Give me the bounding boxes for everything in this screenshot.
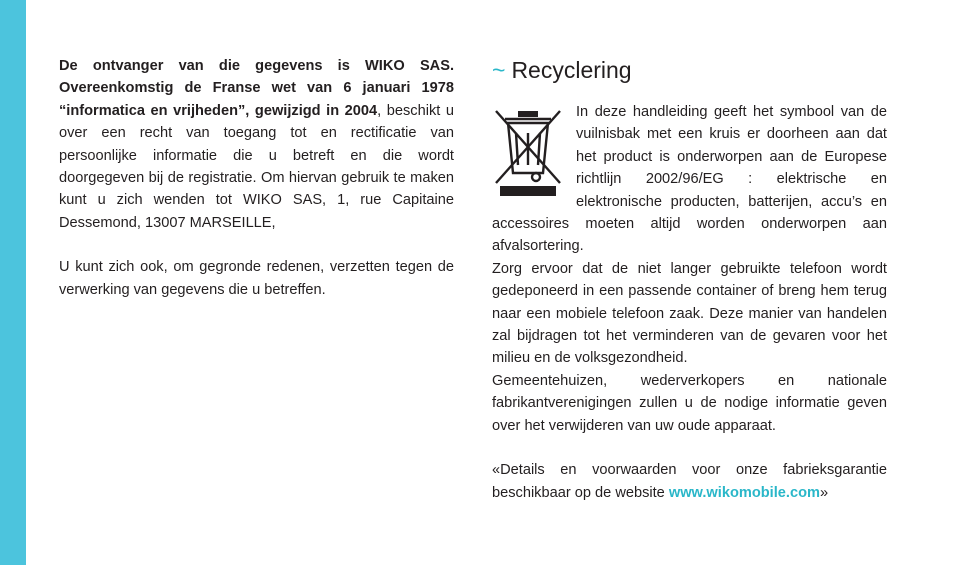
privacy-column [59, 55, 454, 301]
heading-text: Recyclering [511, 57, 632, 83]
warranty-end: » [819, 484, 829, 501]
recycling-column [492, 55, 887, 504]
heading-tilde: ~ [492, 57, 506, 83]
website-link[interactable]: www.wikomobile.com [668, 484, 820, 501]
warranty-paragraph [492, 459, 887, 504]
recycling-paragraph-disposal: Zorg ervoor dat de niet langer gebruikte telefoon wordt gedeponeerd in een passende container of breng hem terug naar een mobiele telefoon zaak. Deze manier van handelen zal bijdragen tot het verminderen van de gevaren voor het milieu en de volksgezondheid. [492, 260, 887, 367]
privacy-intro-bold: De ontvanger van die gegevens is WIKO SAS. Overeenkomstig de Franse wet van 6 januari 1978 “informatica en vrijheden”, gewijzigd in 2004 [59, 58, 454, 119]
privacy-paragraph [59, 55, 454, 234]
recycling-paragraph-information: Gemeentehuizen, wederverkopers en nationale fabrikantverenigingen zullen u de nodige informatie geven over het verwijderen van uw oude apparaat. [492, 372, 887, 434]
warranty-text: «Details en voorwaarden voor onze fabrieksgarantie beschikbaar op de website [492, 462, 887, 501]
recycling-heading [492, 55, 887, 85]
objection-paragraph: U kunt zich ook, om gegronde redenen, verzetten tegen de verwerking van gegevens die u betreffen. [59, 259, 454, 298]
recycling-paragraph-directive: In deze handleiding geeft het symbool van de vuilnisbak met een kruis er doorheen aan dat het product is onderworpen aan de Europese richtlijn 2002/96/EG : elektrische en elektronische producten, batterijen, accu’s en accessoires moeten altijd worden onderworpen aan afvalsortering. [492, 104, 887, 255]
privacy-intro-rest: , beschikt u over een recht van toegang tot en rectificatie van persoonlijke informatie die u betreft en die wordt doorgegeven bij de registratie. Om hiervan gebruik te maken kunt u zich wenden tot WIKO SAS, 1, rue Capitaine Dessemond, 13007 MARSEILLE, [59, 102, 454, 231]
left-edge-bar [0, 0, 26, 565]
crossed-out-wheelie-bin-icon [492, 103, 564, 199]
